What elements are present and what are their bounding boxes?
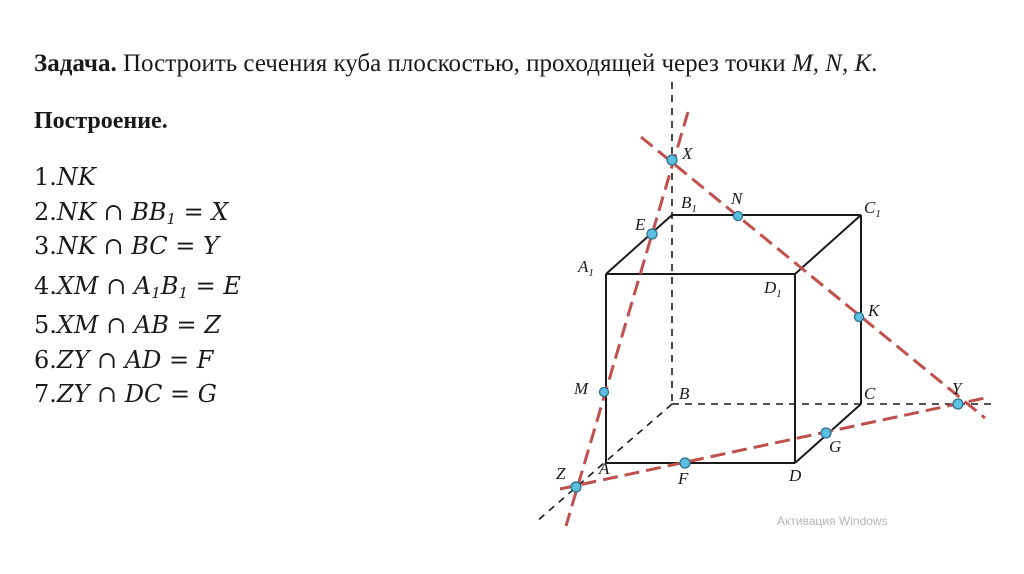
step-formula: NK ∩ BB <box>56 197 167 226</box>
task-end: . <box>871 50 878 77</box>
label-m: M <box>574 379 589 398</box>
step-formula: XM ∩ AB = Z <box>56 311 221 339</box>
step-formula: ZY ∩ DC = G <box>56 380 217 408</box>
step-subscript: 1 <box>166 209 177 228</box>
step-formula: NK ∩ BC = Y <box>56 232 219 260</box>
construction-heading: Построение. <box>34 108 168 134</box>
activation-watermark: Активация Windows <box>777 514 888 528</box>
step-formula: XM ∩ A <box>56 271 152 300</box>
step-formula: = X <box>176 197 229 226</box>
label-n: N <box>731 189 743 208</box>
label-a1: $A_1$ <box>578 257 594 279</box>
label-b: B <box>679 384 690 403</box>
step-number: 7. <box>34 380 57 408</box>
point-z <box>571 482 581 492</box>
label-e: E <box>635 215 646 234</box>
point-y <box>953 399 963 409</box>
step-number: 4. <box>34 271 57 300</box>
step-number: 3. <box>34 232 57 260</box>
point-n <box>734 212 743 221</box>
edge-d1-c1 <box>795 215 861 274</box>
hidden-edges <box>536 82 994 522</box>
task-label: Задача. <box>34 50 117 77</box>
label-d: D <box>789 466 802 485</box>
label-f: F <box>678 469 689 488</box>
step-formula: ZY ∩ AD = F <box>56 345 214 374</box>
point-x <box>667 155 677 165</box>
point-k <box>855 313 864 322</box>
step-subscript: 1 <box>178 283 188 302</box>
cube-edges <box>606 215 861 463</box>
label-c: C <box>864 384 876 403</box>
label-z: Z <box>556 464 566 483</box>
step-number: 1. <box>34 163 57 191</box>
step-number: 2. <box>34 197 57 226</box>
line-z-y <box>560 398 985 489</box>
step-subscript: 1 <box>151 283 161 302</box>
line-nk-y <box>641 137 985 418</box>
point-e <box>647 229 657 239</box>
point-labels <box>556 144 963 488</box>
task-points: M, N, K <box>791 50 872 77</box>
label-x: X <box>682 144 693 163</box>
label-b1: $B_1$ <box>681 193 697 215</box>
label-a: A <box>599 459 610 478</box>
step-formula: NK <box>56 163 96 191</box>
label-d1: $D_1$ <box>764 278 782 300</box>
step-formula: B <box>160 271 179 300</box>
point-m <box>600 388 609 397</box>
label-g: G <box>829 437 842 456</box>
label-k: K <box>868 301 880 320</box>
point-f <box>680 458 690 468</box>
step-number: 5. <box>34 311 57 339</box>
task-text: Построить сечения куба плоскостью, проходящей через точки <box>122 50 786 77</box>
step-formula: = E <box>188 271 241 300</box>
label-y: Y <box>952 379 962 398</box>
step-number: 6. <box>34 345 57 374</box>
label-c1: $C_1$ <box>864 198 881 220</box>
